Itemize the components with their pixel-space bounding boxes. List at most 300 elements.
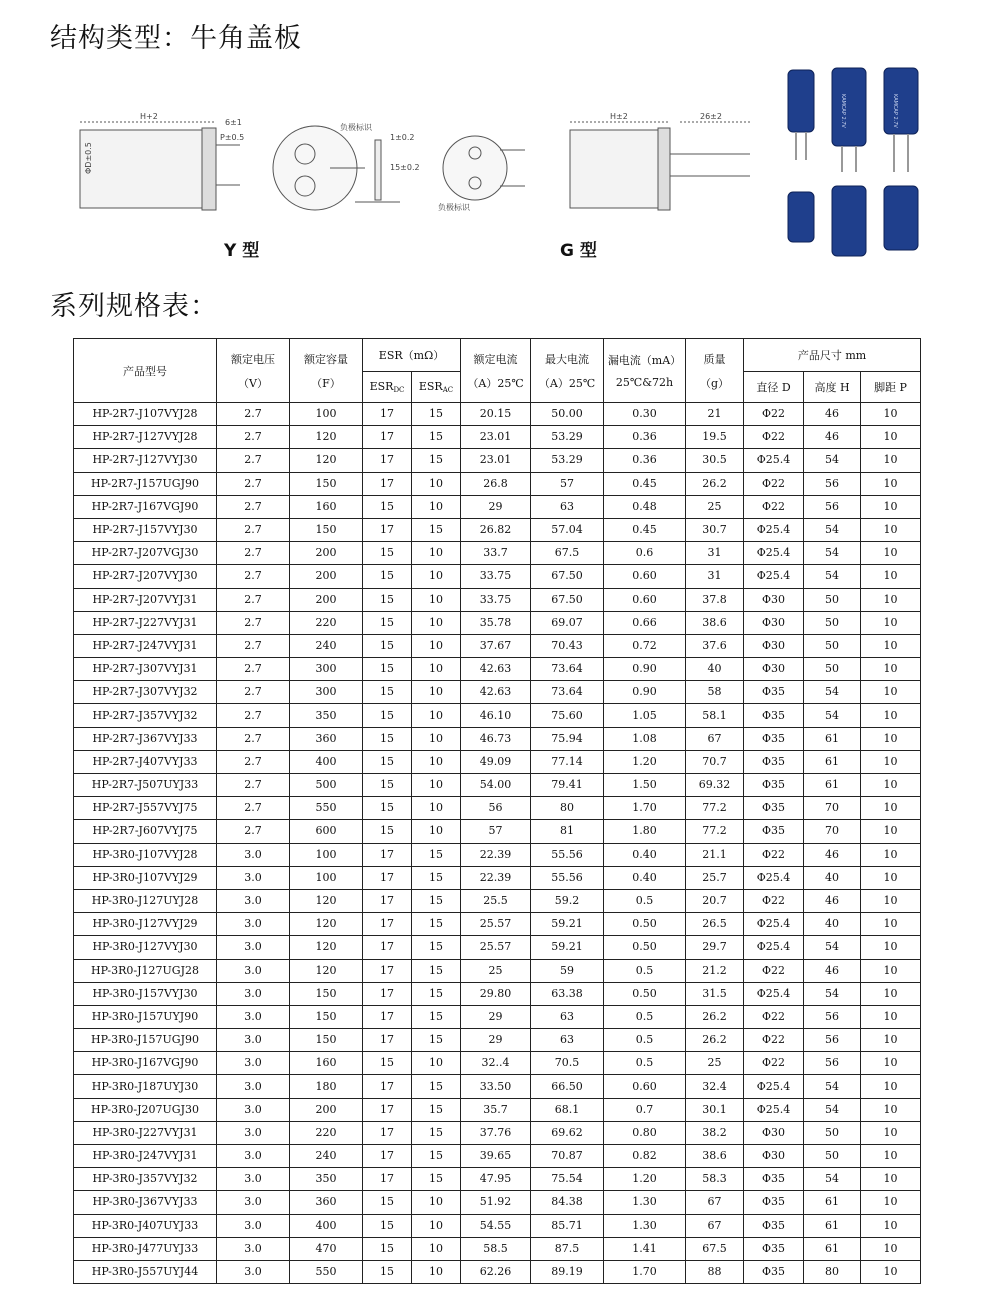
cell-esr-dc: 15	[363, 797, 412, 820]
cell-current: 25.57	[461, 936, 531, 959]
cell-diameter: Φ25.4	[744, 542, 804, 565]
cell-capacity: 360	[290, 727, 363, 750]
cell-pitch: 10	[861, 1237, 921, 1260]
cell-mass: 26.2	[686, 1029, 744, 1052]
cell-diameter: Φ22	[744, 889, 804, 912]
cell-model: HP-2R7-J157UGJ90	[74, 472, 217, 495]
cell-current: 29	[461, 1029, 531, 1052]
cell-esr-ac: 10	[412, 681, 461, 704]
cell-pitch: 10	[861, 681, 921, 704]
col-voltage: 额定电压 （V）	[217, 339, 290, 403]
table-row	[74, 1191, 921, 1214]
cell-mass: 25	[686, 495, 744, 518]
cell-pitch: 10	[861, 588, 921, 611]
cell-voltage: 3.0	[217, 1145, 290, 1168]
cell-voltage: 3.0	[217, 1168, 290, 1191]
cell-mass: 67	[686, 1191, 744, 1214]
table-row	[74, 889, 921, 912]
cell-pitch: 10	[861, 1145, 921, 1168]
cell-capacity: 120	[290, 936, 363, 959]
cell-leak: 0.6	[604, 542, 686, 565]
cell-max-current: 69.62	[531, 1121, 604, 1144]
cell-voltage: 3.0	[217, 843, 290, 866]
cell-height: 50	[804, 658, 861, 681]
cell-height: 54	[804, 1168, 861, 1191]
cell-pitch: 10	[861, 1168, 921, 1191]
cell-esr-dc: 17	[363, 959, 412, 982]
cell-model: HP-3R0-J127VYJ30	[74, 936, 217, 959]
cell-mass: 77.2	[686, 820, 744, 843]
cell-capacity: 120	[290, 959, 363, 982]
cell-esr-ac: 10	[412, 495, 461, 518]
cell-pitch: 10	[861, 843, 921, 866]
cell-mass: 40	[686, 658, 744, 681]
cell-esr-ac: 15	[412, 1168, 461, 1191]
cell-esr-dc: 17	[363, 518, 412, 541]
cell-voltage: 2.7	[217, 820, 290, 843]
cell-capacity: 200	[290, 1098, 363, 1121]
cell-capacity: 120	[290, 426, 363, 449]
cell-mass: 19.5	[686, 426, 744, 449]
cell-diameter: Φ25.4	[744, 518, 804, 541]
cell-mass: 38.2	[686, 1121, 744, 1144]
cell-esr-dc: 15	[363, 727, 412, 750]
dim-g-26: 26±2	[700, 112, 722, 121]
cell-capacity: 100	[290, 866, 363, 889]
cell-height: 61	[804, 727, 861, 750]
cell-mass: 30.7	[686, 518, 744, 541]
cell-esr-dc: 15	[363, 774, 412, 797]
cell-esr-dc: 15	[363, 495, 412, 518]
cell-esr-dc: 17	[363, 472, 412, 495]
cell-diameter: Φ30	[744, 1145, 804, 1168]
cell-model: HP-2R7-J247VYJ31	[74, 634, 217, 657]
cell-max-current: 63	[531, 495, 604, 518]
cell-mass: 31	[686, 542, 744, 565]
cell-diameter: Φ25.4	[744, 866, 804, 889]
cell-model: HP-3R0-J247VYJ31	[74, 1145, 217, 1168]
cell-current: 33.7	[461, 542, 531, 565]
cell-esr-dc: 17	[363, 1168, 412, 1191]
table-row	[74, 426, 921, 449]
cell-leak: 1.08	[604, 727, 686, 750]
table-row	[74, 936, 921, 959]
cell-pitch: 10	[861, 797, 921, 820]
cell-current: 22.39	[461, 866, 531, 889]
cell-model: HP-3R0-J157VYJ30	[74, 982, 217, 1005]
cell-height: 56	[804, 1005, 861, 1028]
cell-voltage: 2.7	[217, 658, 290, 681]
cell-max-current: 67.50	[531, 565, 604, 588]
cell-esr-ac: 15	[412, 449, 461, 472]
cell-capacity: 120	[290, 449, 363, 472]
cell-height: 46	[804, 426, 861, 449]
table-row	[74, 681, 921, 704]
table-row	[74, 982, 921, 1005]
cell-leak: 0.82	[604, 1145, 686, 1168]
cell-diameter: Φ35	[744, 820, 804, 843]
cell-diameter: Φ35	[744, 750, 804, 773]
neg-mark-y: 负极标识	[340, 123, 372, 132]
cell-voltage: 2.7	[217, 634, 290, 657]
cell-max-current: 63.38	[531, 982, 604, 1005]
cell-esr-dc: 17	[363, 1005, 412, 1028]
cell-height: 46	[804, 959, 861, 982]
cell-model: HP-2R7-J367VYJ33	[74, 727, 217, 750]
cell-max-current: 59.21	[531, 936, 604, 959]
cell-leak: 0.60	[604, 588, 686, 611]
cell-esr-ac: 10	[412, 634, 461, 657]
cell-pitch: 10	[861, 959, 921, 982]
table-row	[74, 913, 921, 936]
cell-voltage: 3.0	[217, 1260, 290, 1283]
cell-esr-dc: 17	[363, 1121, 412, 1144]
cell-diameter: Φ22	[744, 426, 804, 449]
capacitor-product-photos	[780, 64, 940, 264]
cell-pitch: 10	[861, 611, 921, 634]
table-row	[74, 1260, 921, 1283]
cell-pitch: 10	[861, 936, 921, 959]
cell-capacity: 600	[290, 820, 363, 843]
cell-capacity: 550	[290, 797, 363, 820]
cell-height: 50	[804, 611, 861, 634]
cell-diameter: Φ35	[744, 1260, 804, 1283]
cell-diameter: Φ30	[744, 611, 804, 634]
cell-esr-ac: 10	[412, 750, 461, 773]
cell-model: HP-2R7-J307VYJ32	[74, 681, 217, 704]
neg-mark-g: 负极标识	[438, 203, 470, 212]
cell-current: 58.5	[461, 1237, 531, 1260]
cell-voltage: 2.7	[217, 681, 290, 704]
cell-model: HP-2R7-J607VYJ75	[74, 820, 217, 843]
dim-15: 15±0.2	[390, 163, 420, 172]
cell-diameter: Φ35	[744, 1191, 804, 1214]
table-row	[74, 797, 921, 820]
cell-esr-ac: 15	[412, 1005, 461, 1028]
cell-current: 33.75	[461, 588, 531, 611]
cell-voltage: 3.0	[217, 1052, 290, 1075]
cell-diameter: Φ25.4	[744, 449, 804, 472]
cell-leak: 0.36	[604, 426, 686, 449]
cell-diameter: Φ25.4	[744, 1098, 804, 1121]
cell-esr-dc: 17	[363, 403, 412, 426]
cell-capacity: 120	[290, 913, 363, 936]
cell-esr-ac: 15	[412, 913, 461, 936]
cell-pitch: 10	[861, 820, 921, 843]
cell-esr-dc: 15	[363, 1260, 412, 1283]
cell-max-current: 59.21	[531, 913, 604, 936]
cell-model: HP-3R0-J127VYJ29	[74, 913, 217, 936]
cell-esr-ac: 10	[412, 820, 461, 843]
cell-current: 51.92	[461, 1191, 531, 1214]
cell-leak: 0.66	[604, 611, 686, 634]
cell-esr-ac: 10	[412, 542, 461, 565]
cell-model: HP-3R0-J407UYJ33	[74, 1214, 217, 1237]
cell-current: 54.00	[461, 774, 531, 797]
cell-esr-dc: 17	[363, 426, 412, 449]
cell-voltage: 3.0	[217, 982, 290, 1005]
cell-diameter: Φ22	[744, 843, 804, 866]
cell-pitch: 10	[861, 542, 921, 565]
cell-mass: 70.7	[686, 750, 744, 773]
cell-current: 42.63	[461, 658, 531, 681]
cell-model: HP-3R0-J157UYJ90	[74, 1005, 217, 1028]
cell-model: HP-3R0-J127UYJ28	[74, 889, 217, 912]
cell-model: HP-2R7-J207VYJ31	[74, 588, 217, 611]
cell-esr-ac: 15	[412, 1145, 461, 1168]
cell-voltage: 2.7	[217, 449, 290, 472]
cell-pitch: 10	[861, 774, 921, 797]
cell-current: 39.65	[461, 1145, 531, 1168]
cell-voltage: 2.7	[217, 518, 290, 541]
cell-voltage: 3.0	[217, 936, 290, 959]
cell-current: 46.73	[461, 727, 531, 750]
cell-pitch: 10	[861, 750, 921, 773]
col-esr-ac: $ESR_{AC}$	[412, 372, 461, 403]
cell-current: 29	[461, 1005, 531, 1028]
cell-mass: 77.2	[686, 797, 744, 820]
dim-1: 1±0.2	[390, 133, 415, 142]
col-capacity: 额定容量 （F）	[290, 339, 363, 403]
table-row	[74, 403, 921, 426]
cell-capacity: 300	[290, 658, 363, 681]
cell-voltage: 3.0	[217, 1237, 290, 1260]
cell-esr-dc: 17	[363, 449, 412, 472]
cell-esr-dc: 15	[363, 1191, 412, 1214]
cell-mass: 88	[686, 1260, 744, 1283]
cell-diameter: Φ35	[744, 797, 804, 820]
cell-diameter: Φ35	[744, 704, 804, 727]
cell-height: 50	[804, 1121, 861, 1144]
cell-pitch: 10	[861, 866, 921, 889]
cell-current: 56	[461, 797, 531, 820]
cell-max-current: 50.00	[531, 403, 604, 426]
cell-current: 25	[461, 959, 531, 982]
cell-leak: 0.50	[604, 982, 686, 1005]
cell-mass: 26.2	[686, 472, 744, 495]
cell-diameter: Φ25.4	[744, 565, 804, 588]
cell-esr-ac: 10	[412, 1214, 461, 1237]
cell-max-current: 63	[531, 1005, 604, 1028]
cell-capacity: 240	[290, 634, 363, 657]
cell-current: 29	[461, 495, 531, 518]
cell-capacity: 120	[290, 889, 363, 912]
dim-g-h2: H±2	[610, 112, 628, 121]
cell-diameter: Φ22	[744, 1005, 804, 1028]
cell-diameter: Φ22	[744, 1052, 804, 1075]
cell-current: 23.01	[461, 426, 531, 449]
cell-voltage: 3.0	[217, 913, 290, 936]
cell-mass: 26.5	[686, 913, 744, 936]
cell-mass: 31	[686, 565, 744, 588]
cell-voltage: 3.0	[217, 1191, 290, 1214]
cell-model: HP-2R7-J127VYJ28	[74, 426, 217, 449]
cell-leak: 0.80	[604, 1121, 686, 1144]
type-y-label: Y 型	[224, 241, 260, 261]
cell-mass: 67	[686, 727, 744, 750]
table-row	[74, 1098, 921, 1121]
cell-mass: 31.5	[686, 982, 744, 1005]
cell-max-current: 59	[531, 959, 604, 982]
dim-6-1: 6±1	[225, 118, 242, 127]
cell-leak: 0.45	[604, 518, 686, 541]
col-model: 产品型号	[74, 339, 217, 403]
cell-max-current: 67.50	[531, 588, 604, 611]
cell-current: 25.5	[461, 889, 531, 912]
cell-diameter: Φ22	[744, 472, 804, 495]
cell-mass: 21.1	[686, 843, 744, 866]
cell-model: HP-2R7-J207VGJ30	[74, 542, 217, 565]
cell-diameter: Φ22	[744, 403, 804, 426]
cell-esr-ac: 10	[412, 1260, 461, 1283]
cell-current: 54.55	[461, 1214, 531, 1237]
cell-esr-ac: 15	[412, 403, 461, 426]
spec-table	[73, 338, 921, 1284]
cell-capacity: 350	[290, 1168, 363, 1191]
cell-esr-ac: 15	[412, 866, 461, 889]
cell-mass: 20.7	[686, 889, 744, 912]
cell-max-current: 80	[531, 797, 604, 820]
col-size: 产品尺寸 mm	[744, 339, 921, 372]
cell-pitch: 10	[861, 889, 921, 912]
table-row	[74, 1029, 921, 1052]
cell-height: 40	[804, 913, 861, 936]
cell-leak: 0.90	[604, 658, 686, 681]
cell-esr-ac: 15	[412, 959, 461, 982]
cell-capacity: 160	[290, 1052, 363, 1075]
cell-height: 70	[804, 797, 861, 820]
table-row	[74, 750, 921, 773]
cell-model: HP-2R7-J227VYJ31	[74, 611, 217, 634]
cell-capacity: 200	[290, 542, 363, 565]
cell-pitch: 10	[861, 634, 921, 657]
cell-pitch: 10	[861, 982, 921, 1005]
cell-current: 25.57	[461, 913, 531, 936]
cell-esr-dc: 15	[363, 681, 412, 704]
table-row	[74, 774, 921, 797]
cell-leak: 1.70	[604, 797, 686, 820]
cell-height: 46	[804, 889, 861, 912]
cell-max-current: 75.94	[531, 727, 604, 750]
cell-esr-dc: 17	[363, 889, 412, 912]
cell-height: 54	[804, 704, 861, 727]
cell-voltage: 3.0	[217, 866, 290, 889]
cell-esr-ac: 10	[412, 1237, 461, 1260]
cell-max-current: 87.5	[531, 1237, 604, 1260]
cell-pitch: 10	[861, 518, 921, 541]
cell-model: HP-2R7-J357VYJ32	[74, 704, 217, 727]
cell-capacity: 400	[290, 750, 363, 773]
cell-esr-dc: 17	[363, 936, 412, 959]
cell-leak: 0.45	[604, 472, 686, 495]
cell-voltage: 2.7	[217, 565, 290, 588]
cell-esr-dc: 17	[363, 1029, 412, 1052]
spec-table-body	[74, 403, 921, 1284]
col-height: 高度 H	[804, 372, 861, 403]
cell-current: 42.63	[461, 681, 531, 704]
cell-pitch: 10	[861, 472, 921, 495]
cell-model: HP-3R0-J357VYJ32	[74, 1168, 217, 1191]
cell-esr-ac: 15	[412, 518, 461, 541]
cell-capacity: 350	[290, 704, 363, 727]
cell-max-current: 69.07	[531, 611, 604, 634]
cell-mass: 67	[686, 1214, 744, 1237]
cell-pitch: 10	[861, 403, 921, 426]
cell-current: 26.8	[461, 472, 531, 495]
cell-mass: 38.6	[686, 611, 744, 634]
cell-voltage: 3.0	[217, 1075, 290, 1098]
cell-voltage: 2.7	[217, 727, 290, 750]
cell-mass: 67.5	[686, 1237, 744, 1260]
cell-esr-dc: 15	[363, 1237, 412, 1260]
cell-model: HP-3R0-J157UGJ90	[74, 1029, 217, 1052]
cell-pitch: 10	[861, 1121, 921, 1144]
cell-pitch: 10	[861, 1005, 921, 1028]
cell-diameter: Φ25.4	[744, 913, 804, 936]
cell-esr-dc: 17	[363, 913, 412, 936]
cell-capacity: 150	[290, 518, 363, 541]
cell-max-current: 81	[531, 820, 604, 843]
cell-pitch: 10	[861, 1075, 921, 1098]
cell-esr-ac: 10	[412, 727, 461, 750]
cell-voltage: 2.7	[217, 797, 290, 820]
cell-current: 23.01	[461, 449, 531, 472]
cell-max-current: 57	[531, 472, 604, 495]
cell-max-current: 63	[531, 1029, 604, 1052]
cell-height: 61	[804, 1191, 861, 1214]
cell-diameter: Φ22	[744, 959, 804, 982]
cell-max-current: 70.5	[531, 1052, 604, 1075]
cell-leak: 1.70	[604, 1260, 686, 1283]
cell-voltage: 3.0	[217, 1098, 290, 1121]
cell-mass: 37.8	[686, 588, 744, 611]
cell-capacity: 200	[290, 588, 363, 611]
cell-leak: 1.05	[604, 704, 686, 727]
cell-leak: 1.30	[604, 1191, 686, 1214]
cell-capacity: 180	[290, 1075, 363, 1098]
cell-capacity: 300	[290, 681, 363, 704]
col-pitch: 脚距 P	[861, 372, 921, 403]
table-row	[74, 1214, 921, 1237]
cell-esr-ac: 15	[412, 843, 461, 866]
svg-text:KAMCAP 2.7V: KAMCAP 2.7V	[892, 94, 898, 128]
cell-diameter: Φ35	[744, 681, 804, 704]
cell-esr-dc: 15	[363, 1052, 412, 1075]
cell-leak: 0.60	[604, 565, 686, 588]
cell-max-current: 75.54	[531, 1168, 604, 1191]
cell-esr-dc: 15	[363, 820, 412, 843]
cell-leak: 0.72	[604, 634, 686, 657]
type-g-label: G 型	[560, 241, 597, 261]
cell-current: 37.67	[461, 634, 531, 657]
cell-model: HP-3R0-J187UYJ30	[74, 1075, 217, 1098]
cell-model: HP-2R7-J167VGJ90	[74, 495, 217, 518]
cell-esr-dc: 15	[363, 704, 412, 727]
cell-height: 54	[804, 518, 861, 541]
cell-esr-ac: 15	[412, 889, 461, 912]
table-row	[74, 611, 921, 634]
cell-esr-ac: 15	[412, 982, 461, 1005]
cell-model: HP-2R7-J507UYJ33	[74, 774, 217, 797]
cell-height: 70	[804, 820, 861, 843]
cell-mass: 69.32	[686, 774, 744, 797]
structure-type-heading: 结构类型：牛角盖板	[50, 23, 302, 54]
cell-leak: 0.36	[604, 449, 686, 472]
cell-capacity: 150	[290, 1029, 363, 1052]
cell-current: 22.39	[461, 843, 531, 866]
cell-height: 56	[804, 495, 861, 518]
capacitor-dimension-drawing	[70, 90, 770, 230]
